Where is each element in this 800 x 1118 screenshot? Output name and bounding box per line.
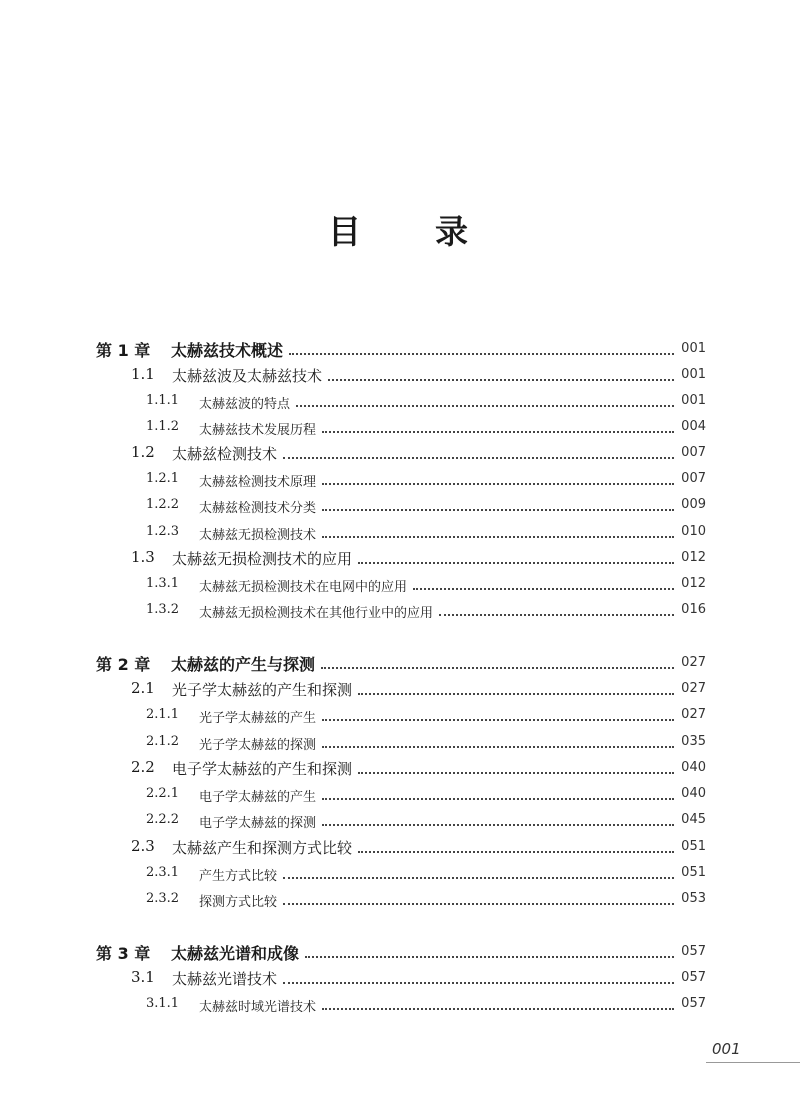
toc-entry-number: 2.2 <box>131 758 155 776</box>
page-number: 001 <box>712 1040 741 1058</box>
toc-entry-title: 太赫兹无损检测技术的应用 <box>172 548 356 569</box>
toc-entry-section <box>0 757 800 781</box>
toc-entry-section <box>0 442 800 466</box>
toc-entry-page: 007 <box>681 471 706 486</box>
dot-leader <box>322 509 674 511</box>
toc-entry-number: 1.1.1 <box>146 393 180 408</box>
toc-entry-title: 太赫兹无损检测技术在电网中的应用 <box>199 576 411 595</box>
toc-entry-title: 太赫兹光谱技术 <box>172 968 281 989</box>
toc-entry-number: 1.2 <box>131 443 155 461</box>
toc-entry-page: 045 <box>681 812 706 827</box>
toc-entry-page: 040 <box>681 760 706 775</box>
toc-entry-page: 035 <box>681 734 706 749</box>
dot-leader <box>358 562 674 564</box>
toc-entry-section <box>0 547 800 571</box>
toc-entry-title: 太赫兹波的特点 <box>199 393 294 412</box>
toc-entry-number: 1.3 <box>131 548 155 566</box>
dot-leader <box>322 798 674 800</box>
toc-entry-title: 太赫兹波及太赫兹技术 <box>172 365 326 386</box>
dot-leader <box>439 614 674 616</box>
toc-entry-number: 2.3.2 <box>146 891 180 906</box>
toc-entry-number: 2.2.1 <box>146 786 180 801</box>
toc-entry-number: 2.2.2 <box>146 812 180 827</box>
toc-entry-section <box>0 364 800 388</box>
toc-entry-number: 1.1.2 <box>146 419 180 434</box>
toc-entry-number: 第 2 章 <box>96 655 151 674</box>
toc-entry-title: 太赫兹产生和探测方式比较 <box>172 837 356 858</box>
toc-entry-number: 2.1 <box>131 679 155 697</box>
toc-entry-title: 太赫兹检测技术原理 <box>199 471 320 490</box>
toc-entry-page: 051 <box>681 865 706 880</box>
toc-entry-number: 第 1 章 <box>96 341 151 360</box>
toc-entry-title: 光子学太赫兹的产生 <box>199 707 320 726</box>
toc-entry-chapter <box>0 652 800 676</box>
dot-leader <box>321 667 674 669</box>
toc-entry-title: 太赫兹技术发展历程 <box>199 419 320 438</box>
toc-entry-subsection <box>0 993 800 1017</box>
toc-entry-page: 027 <box>681 655 706 670</box>
dot-leader <box>283 903 674 905</box>
toc-entry-number: 1.3.1 <box>146 576 180 591</box>
toc-entry-title: 太赫兹时域光谱技术 <box>199 996 320 1015</box>
toc-entry-number: 1.3.2 <box>146 602 180 617</box>
toc-entry-subsection <box>0 888 800 912</box>
toc-entry-title: 太赫兹检测技术分类 <box>199 497 320 516</box>
toc-entry-number: 2.3.1 <box>146 865 180 880</box>
toc-entry-page: 012 <box>681 550 706 565</box>
toc-entry-number: 2.3 <box>131 837 155 855</box>
toc-entry-title: 电子学太赫兹的产生和探测 <box>172 758 356 779</box>
dot-leader <box>289 353 674 355</box>
toc-entry-title: 太赫兹光谱和成像 <box>171 941 303 964</box>
dot-leader <box>283 457 674 459</box>
toc-entry-section <box>0 836 800 860</box>
toc-entry-number: 1.2.2 <box>146 497 180 512</box>
toc-entry-page: 007 <box>681 445 706 460</box>
toc-entry-title: 太赫兹技术概述 <box>171 338 287 361</box>
dot-leader <box>322 824 674 826</box>
toc-entry-page: 012 <box>681 576 706 591</box>
dot-leader <box>322 431 674 433</box>
toc-entry-subsection <box>0 704 800 728</box>
toc-entry-page: 027 <box>681 681 706 696</box>
dot-leader <box>305 956 674 958</box>
dot-leader <box>413 588 674 590</box>
dot-leader <box>283 982 674 984</box>
toc-entry-number: 3.1 <box>131 968 155 986</box>
toc-entry-title: 产生方式比较 <box>199 865 281 884</box>
toc-entry-title: 探测方式比较 <box>199 891 281 910</box>
toc-entry-number: 1.2.3 <box>146 524 180 539</box>
toc-entry-page: 040 <box>681 786 706 801</box>
toc-entry-page: 016 <box>681 602 706 617</box>
toc-entry-chapter <box>0 941 800 965</box>
toc-entry-page: 010 <box>681 524 706 539</box>
toc-entry-subsection <box>0 783 800 807</box>
toc-entry-title: 光子学太赫兹的产生和探测 <box>172 679 356 700</box>
toc-entry-title: 太赫兹无损检测技术在其他行业中的应用 <box>199 602 437 621</box>
toc-entry-number: 第 3 章 <box>96 944 151 963</box>
title-char-2: 录 <box>435 212 472 251</box>
toc-entry-title: 太赫兹检测技术 <box>172 443 281 464</box>
toc-entry-subsection <box>0 862 800 886</box>
toc-entry-subsection <box>0 599 800 623</box>
dot-leader <box>358 772 674 774</box>
toc-entry-page: 001 <box>681 341 706 356</box>
toc-entry-title: 电子学太赫兹的产生 <box>199 786 320 805</box>
dot-leader <box>322 483 674 485</box>
toc-entry-page: 009 <box>681 497 706 512</box>
toc-entry-number: 2.1.1 <box>146 707 180 722</box>
dot-leader <box>322 719 674 721</box>
dot-leader <box>358 693 674 695</box>
dot-leader <box>322 536 674 538</box>
toc-entry-number: 1.1 <box>131 365 155 383</box>
toc-entry-number: 2.1.2 <box>146 734 180 749</box>
toc-entry-title: 太赫兹无损检测技术 <box>199 524 320 543</box>
toc-entry-title: 太赫兹的产生与探测 <box>171 652 319 675</box>
toc-entry-subsection <box>0 390 800 414</box>
dot-leader <box>322 1008 674 1010</box>
dot-leader <box>283 877 674 879</box>
toc-entry-page: 057 <box>681 970 706 985</box>
toc-entry-chapter <box>0 338 800 362</box>
dot-leader <box>322 746 674 748</box>
toc-entry-page: 053 <box>681 891 706 906</box>
toc-entry-subsection <box>0 521 800 545</box>
toc-entry-subsection <box>0 573 800 597</box>
toc-entry-number: 3.1.1 <box>146 996 180 1011</box>
toc-entry-subsection <box>0 468 800 492</box>
toc-entry-page: 027 <box>681 707 706 722</box>
dot-leader <box>358 851 674 853</box>
toc-entry-page: 001 <box>681 367 706 382</box>
toc-entry-section <box>0 678 800 702</box>
toc-entry-number: 1.2.1 <box>146 471 180 486</box>
toc-entry-subsection <box>0 731 800 755</box>
toc-entry-page: 001 <box>681 393 706 408</box>
toc-entry-page: 057 <box>681 996 706 1011</box>
dot-leader <box>296 405 674 407</box>
toc-entry-subsection <box>0 494 800 518</box>
toc-entry-title: 电子学太赫兹的探测 <box>199 812 320 831</box>
toc-entry-section <box>0 967 800 991</box>
toc-entry-subsection <box>0 809 800 833</box>
toc-entry-page: 004 <box>681 419 706 434</box>
title-char-1: 目 <box>328 212 365 251</box>
toc-entry-title: 光子学太赫兹的探测 <box>199 734 320 753</box>
dot-leader <box>328 379 674 381</box>
folio-rule <box>706 1062 800 1063</box>
toc-entry-page: 057 <box>681 944 706 959</box>
toc-entry-page: 051 <box>681 839 706 854</box>
toc-entry-subsection <box>0 416 800 440</box>
